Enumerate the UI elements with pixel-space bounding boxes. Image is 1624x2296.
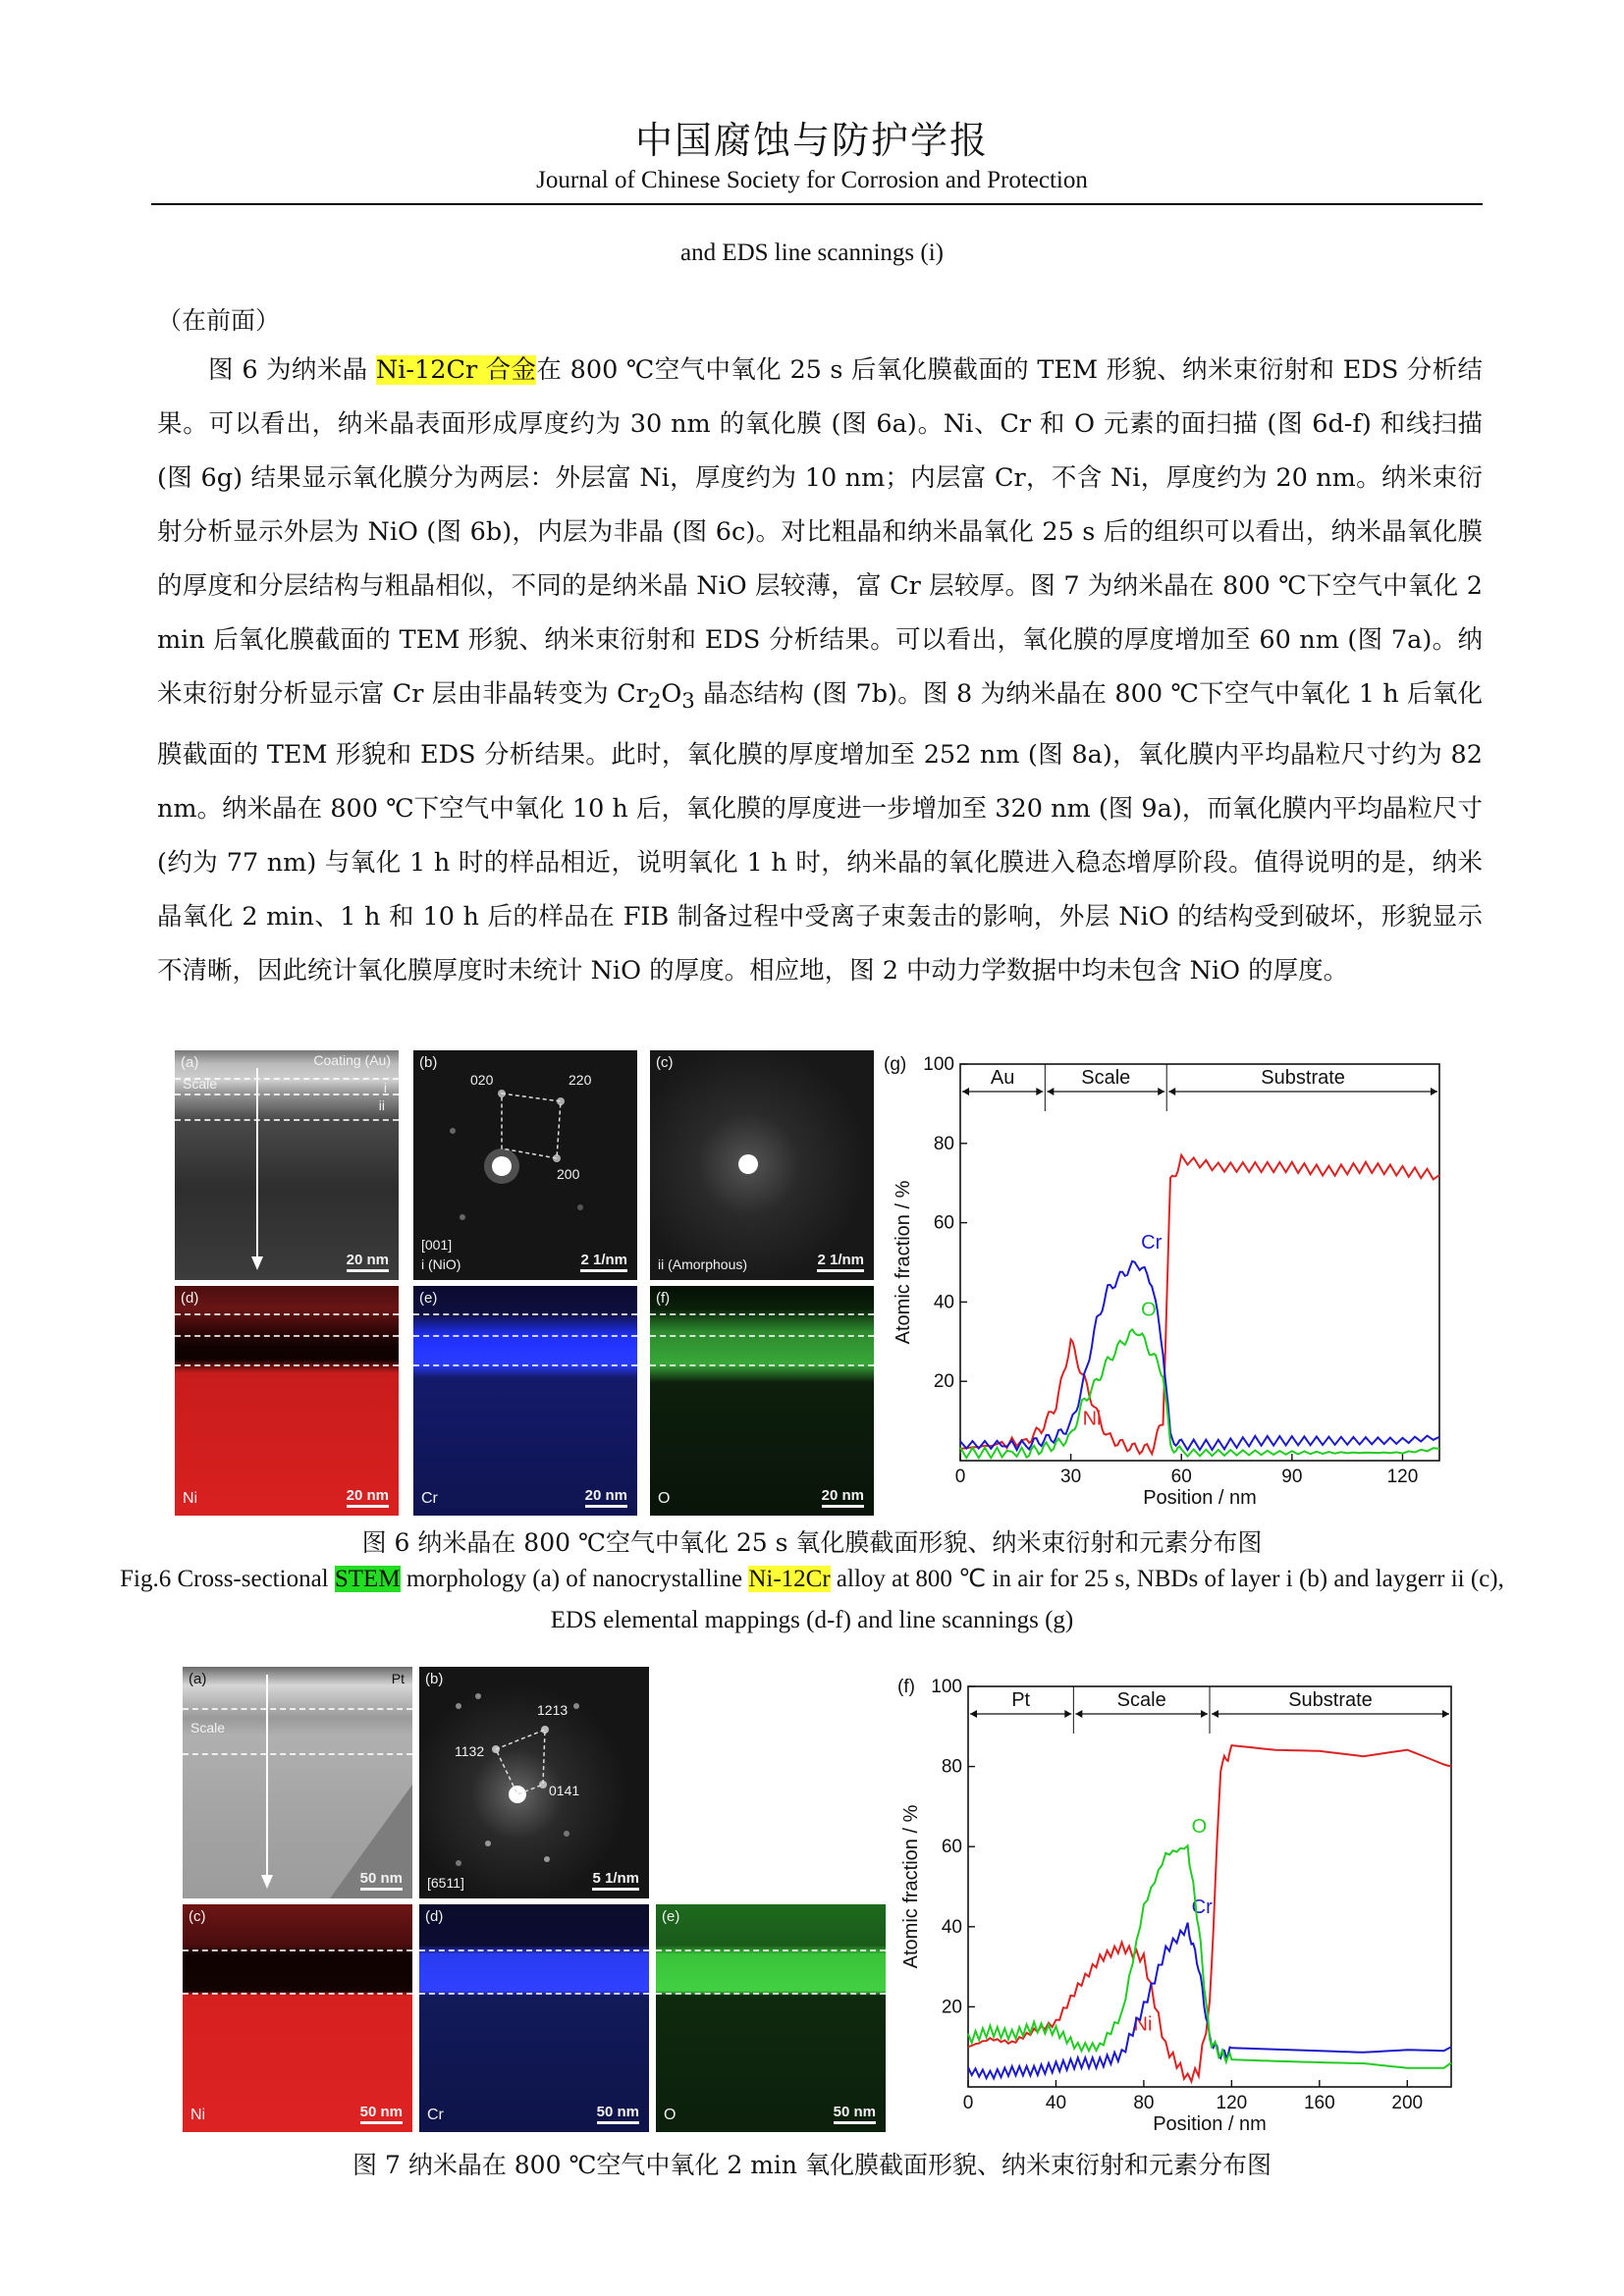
- fig7-chart-series-label-cr: Cr: [1191, 1896, 1213, 1918]
- fig6-b-scalebar: 2 1/nm: [580, 1252, 627, 1272]
- fig6-a-layer-i: i: [383, 1080, 387, 1095]
- journal-title-en: Journal of Chinese Society for Corrosion and Protection: [536, 167, 1088, 193]
- fig7-c-boundary-2: [183, 1993, 412, 1995]
- fig7-chart-region-label-1: Scale: [1116, 1689, 1166, 1711]
- fig6-e-label: (e): [419, 1290, 438, 1307]
- fig7-chart-region-arrowhead-r-0: [1064, 1710, 1071, 1718]
- fig6-caption-cn: 图 6 纳米晶在 800 ℃空气中氧化 25 s 氧化膜截面形貌、纳米束衍射和元素分布图: [361, 1528, 1263, 1557]
- fig6-chart-panel-label: (g): [884, 1054, 907, 1075]
- fig7-chart-panel-label: (f): [897, 1677, 915, 1697]
- fig6-panel-b: [413, 1050, 637, 1280]
- fig6-chart-series-label-o: O: [1141, 1299, 1157, 1321]
- fig7-panel-c-ni-map: [183, 1904, 412, 2132]
- subscript-3: 3: [681, 689, 695, 715]
- fig7-chart-region-arrowhead-l-0: [970, 1710, 977, 1718]
- fig6-a-layer-ii: ii: [378, 1097, 385, 1113]
- fig6-b-phase: i (NiO): [421, 1256, 461, 1272]
- fig6-a-scan-arrow: [175, 1050, 399, 1280]
- fig6-f-boundary-2: [650, 1335, 874, 1337]
- fig6-chart-region-arrowhead-r-1: [1158, 1088, 1164, 1095]
- highlight-alloy: Ni-12Cr 合金: [375, 355, 537, 385]
- fig7-e-boundary-2: [656, 1993, 886, 1995]
- fig6-chart-region-label-1: Scale: [1081, 1067, 1131, 1089]
- fig7-c-label: (c): [189, 1908, 206, 1925]
- fig7-chart-series-label-ni: Ni: [1133, 2013, 1153, 2036]
- fig7-caption-cn: 图 7 纳米晶在 800 ℃空气中氧化 2 min 氧化膜截面形貌、纳米束衍射和元素分布图: [352, 2151, 1272, 2179]
- fig7-b-index-2: 1132: [455, 1743, 485, 1759]
- fig6-caption-en-2: morphology (a) of nanocrystalline: [400, 1566, 749, 1592]
- fig7-panel-e-o-map: [656, 1904, 886, 2132]
- fig6-e-element: Cr: [421, 1490, 438, 1507]
- fig6-f-label: (f): [656, 1290, 671, 1307]
- fig6-line-scan-chart: [882, 1050, 1451, 1512]
- fig7-d-label: (d): [425, 1908, 444, 1925]
- fig6-chart-ylabel: Atomic fraction / %: [893, 1180, 914, 1345]
- fig6-chart-xtick-label-2: 60: [1170, 1467, 1192, 1487]
- fig6-chart-ytick-label-1: 40: [933, 1292, 954, 1313]
- fig7-chart-region-label-0: Pt: [1011, 1689, 1031, 1711]
- body-text-1: 图 6 为纳米晶: [208, 355, 376, 385]
- fig7-chart-region-arrowhead-l-2: [1212, 1710, 1218, 1718]
- fig6-chart-xtick-label-0: 0: [954, 1467, 966, 1487]
- fig6-chart-region-label-0: Au: [990, 1067, 1015, 1089]
- fig6-chart-region-arrowhead-l-2: [1168, 1088, 1175, 1095]
- fig6-chart-region-arrowhead-r-0: [1036, 1088, 1043, 1095]
- previous-caption-tail: and EDS line scannings (i): [679, 240, 944, 266]
- fig6-caption-en: [118, 1559, 1506, 1641]
- fig7-e-scalebar: 50 nm: [834, 2104, 876, 2124]
- fig7-chart-xtick-label-5: 200: [1391, 2093, 1424, 2113]
- fig7-panel-d-cr-map: [419, 1904, 649, 2132]
- fig7-panel-b: [419, 1667, 649, 1898]
- fig7-c-element: Ni: [190, 2107, 206, 2123]
- fig7-panel-a: [183, 1667, 412, 1898]
- fig6-f-boundary-1: [650, 1313, 874, 1315]
- fig7-chart-ytick-label-2: 60: [941, 1837, 962, 1858]
- fig7-d-element: Cr: [427, 2107, 444, 2123]
- fig7-e-label: (e): [662, 1908, 680, 1925]
- fig7-e-boundary-1: [656, 1949, 886, 1951]
- body-text-o: O: [661, 679, 682, 709]
- fig6-chart-xlabel: Position / nm: [1143, 1487, 1257, 1509]
- fig6-caption-highlight-stem: STEM: [334, 1566, 401, 1592]
- fig6-chart-plot-frame: [960, 1064, 1439, 1461]
- fig7-chart-ytick-label-3: 80: [941, 1756, 962, 1778]
- fig7-a-label: (a): [189, 1671, 207, 1687]
- fig6-a-label: (a): [181, 1054, 199, 1071]
- fig7-chart-xtick-label-4: 160: [1303, 2093, 1335, 2113]
- fig7-b-index-1: 1213: [537, 1702, 568, 1718]
- fig7-b-index-3: 0141: [549, 1783, 580, 1798]
- fig6-d-label: (d): [181, 1290, 199, 1307]
- fig7-d-boundary-1: [419, 1949, 649, 1951]
- fig6-a-scalebar: 20 nm: [347, 1252, 389, 1272]
- fig6-panel-f-o-map: [650, 1286, 874, 1516]
- fig7-chart-region-label-2: Substrate: [1288, 1689, 1373, 1711]
- fig6-chart-series-label-cr: Cr: [1141, 1232, 1163, 1254]
- fig6-d-scalebar: 20 nm: [347, 1487, 389, 1508]
- fig6-panel-c: [650, 1050, 874, 1280]
- fig6-f-element: O: [658, 1490, 671, 1507]
- header-rule: [151, 203, 1483, 205]
- fig7-chart-ytick-label-0: 20: [941, 1997, 962, 2018]
- fig6-chart-xtick-label-1: 30: [1060, 1467, 1082, 1487]
- fig7-chart-ytick-label-4: 100: [931, 1677, 962, 1697]
- fig7-c-scalebar: 50 nm: [360, 2104, 403, 2124]
- fig7-d-scalebar: 50 nm: [597, 2104, 639, 2124]
- fig7-a-scale-label: Scale: [190, 1720, 226, 1735]
- fig6-b-index-020: 020: [470, 1072, 494, 1088]
- body-text-3: 晶态结构 (图 7b)。图 8 为纳米晶在 800 ℃下空气中氧化 1 h 后氧化膜截面的 TEM 形貌和 EDS 分析结果。此时，氧化膜的厚度增加至 252 nm (图 8a)，氧化膜内平均晶粒尺寸约为 82 nm。纳米晶在 800 ℃下空气中氧化 10 h 后，氧化膜的厚度进一步增加至 320 nm (图 9a)，而氧化膜内平均晶粒尺寸 (约为 77 nm) 与氧化 1 h 时的样品相近，说明氧化 1 h 时，纳米晶的氧化膜进入稳态增厚阶段。值得说明的是，纳米晶氧化 2 min、1 h 和 10 h 后的样品在 FIB 制备过程中受离子束轰击的影响，外层 NiO 的结构受到破坏，形貌显示不清晰，因此统计氧化膜厚度时未统计 NiO 的厚度。相应地，图 2 中动力学数据中均未包含 NiO 的厚度。: [157, 679, 1483, 987]
- fig7-chart-xtick-label-2: 80: [1133, 2093, 1155, 2113]
- fig6-caption-en-3: alloy at 800 ℃ in air for 25 s, NBDs of layer i (b) and laygerr ii (c), EDS elemental mappings (d-f) and line scannings (g): [550, 1566, 1504, 1633]
- journal-title-cn: 中国腐蚀与防护学报: [634, 119, 989, 162]
- fig6-panel-e-cr-map: [413, 1286, 637, 1516]
- fig7-b-pattern: [419, 1667, 649, 1898]
- fig6-chart-region-arrowhead-r-2: [1431, 1088, 1437, 1095]
- fig6-chart-series-cr: [960, 1261, 1439, 1450]
- fig7-chart-series-label-o: O: [1191, 1816, 1208, 1839]
- fig6-caption-highlight-alloy: Ni-12Cr: [748, 1566, 831, 1592]
- fig6-b-label: (b): [419, 1054, 438, 1071]
- fig6-d-boundary-2: [175, 1335, 399, 1337]
- fig6-c-scalebar: 2 1/nm: [817, 1252, 864, 1272]
- fig6-c-phase: ii (Amorphous): [658, 1256, 748, 1272]
- body-paragraph: [157, 344, 1483, 998]
- fig6-e-boundary-2: [413, 1335, 637, 1337]
- fig6-chart-region-label-2: Substrate: [1261, 1067, 1345, 1089]
- fig7-a-pt-label: Pt: [391, 1671, 405, 1686]
- fig6-d-boundary-3: [175, 1364, 399, 1366]
- body-text-2: 在 800 ℃空气中氧化 25 s 后氧化膜截面的 TEM 形貌、纳米束衍射和 EDS 分析结果。可以看出，纳米晶表面形成厚度约为 30 nm 的氧化膜 (图 6a)。Ni、Cr 和 O 元素的面扫描 (图 6d-f) 和线扫描 (图 6g) 结果显示氧化膜分为两层：外层富 Ni，厚度约为 10 nm；内层富 Cr，不含 Ni，厚度约为 20 nm。纳米束衍射分析显示外层为 NiO (图 6b)，内层为非晶 (图 6c)。对比粗晶和纳米晶氧化 25 s 后的组织可以看出，纳米晶氧化膜的厚度和分层结构与粗晶相似，不同的是纳米晶 NiO 层较薄，富 Cr 层较厚。图 7 为纳米晶在 800 ℃下空气中氧化 2 min 后氧化膜截面的 TEM 形貌、纳米束衍射和 EDS 分析结果。可以看出，氧化膜的厚度增加至 60 nm (图 7a)。纳米束衍射分析显示富 Cr 层由非晶转变为 Cr: [157, 355, 1483, 709]
- fig6-b-index-200: 200: [557, 1166, 580, 1182]
- fig7-chart-xtick-label-0: 0: [962, 2093, 974, 2113]
- fig6-d-element: Ni: [183, 1490, 198, 1507]
- fig7-e-element: O: [664, 2107, 677, 2123]
- fig6-chart-ytick-label-3: 80: [933, 1133, 954, 1154]
- fig7-chart-xlabel: Position / nm: [1153, 2113, 1267, 2135]
- fig7-chart-xtick-label-1: 40: [1045, 2093, 1067, 2113]
- fig6-panel-a: [175, 1050, 399, 1280]
- fig7-chart-region-arrowhead-r-1: [1201, 1710, 1208, 1718]
- fig6-caption-en-1: Fig.6 Cross-sectional: [120, 1566, 335, 1592]
- fig7-chart-series-o: [968, 1845, 1451, 2068]
- fig7-b-scalebar: 5 1/nm: [592, 1870, 639, 1891]
- fig6-e-boundary-3: [413, 1364, 637, 1366]
- fig6-panel-d-ni-map: [175, 1286, 399, 1516]
- fig6-d-boundary-1: [175, 1313, 399, 1315]
- fig6-a-coating-label: Coating (Au): [313, 1052, 391, 1068]
- fig7-a-scan-arrow: [183, 1667, 412, 1898]
- fig7-d-boundary-2: [419, 1993, 649, 1995]
- fig6-f-scalebar: 20 nm: [822, 1487, 864, 1508]
- fig7-chart-region-arrowhead-l-1: [1075, 1710, 1082, 1718]
- fig7-chart-region-arrowhead-r-2: [1442, 1710, 1449, 1718]
- fig6-chart-xtick-label-3: 90: [1281, 1467, 1303, 1487]
- fig7-chart-ylabel: Atomic fraction / %: [900, 1804, 922, 1969]
- fig6-chart-series-ni: [960, 1155, 1439, 1454]
- fig6-f-boundary-3: [650, 1364, 874, 1366]
- fig7-c-boundary-1: [183, 1949, 412, 1951]
- fig6-b-index-220: 220: [568, 1072, 592, 1088]
- subscript-2: 2: [647, 689, 662, 715]
- fig7-line-scan-chart: [895, 1669, 1465, 2140]
- fig6-chart-region-arrowhead-l-1: [1047, 1088, 1054, 1095]
- fig6-chart-xtick-label-4: 120: [1386, 1467, 1419, 1487]
- fig6-a-scale-label: Scale: [183, 1076, 218, 1092]
- fig6-chart-series-label-ni: Ni: [1082, 1408, 1102, 1430]
- fig7-a-scalebar: 50 nm: [360, 1870, 403, 1891]
- fig6-chart-ytick-label-0: 20: [933, 1371, 954, 1393]
- fig6-c-pattern: [650, 1050, 874, 1280]
- fig6-chart-ytick-label-4: 100: [923, 1054, 954, 1075]
- fig7-b-zone-axis: [6511]: [427, 1875, 464, 1891]
- fig7-chart-ytick-label-1: 40: [941, 1916, 962, 1938]
- fig7-b-label: (b): [425, 1671, 444, 1687]
- fig6-chart-region-arrowhead-l-0: [962, 1088, 969, 1095]
- fig6-e-boundary-1: [413, 1313, 637, 1315]
- fig6-chart-ytick-label-2: 60: [933, 1212, 954, 1234]
- fig6-c-label: (c): [656, 1054, 674, 1071]
- fig6-b-zone-axis: [001]: [421, 1237, 453, 1253]
- continued-note: （在前面）: [157, 306, 281, 335]
- fig6-e-scalebar: 20 nm: [585, 1487, 627, 1508]
- fig7-chart-xtick-label-3: 120: [1216, 2093, 1248, 2113]
